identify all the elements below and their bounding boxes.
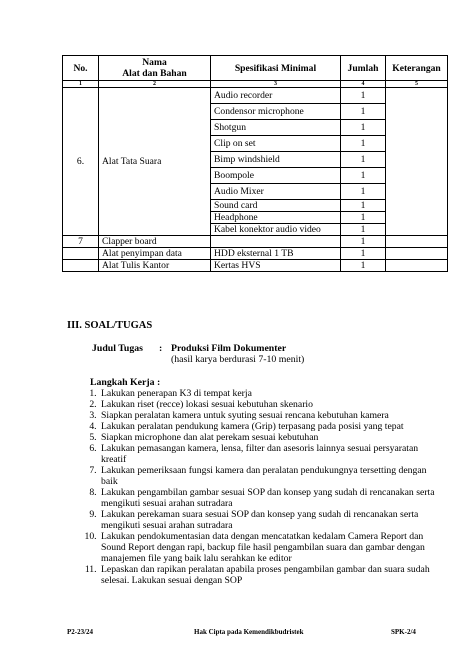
item-spec: Clip on set [211,136,341,152]
item-keterangan [386,88,448,236]
list-item: 4. Lakukan peralatan pendukung kamera (Grip) terpasang pada posisi yang tepat [99,421,445,432]
list-item: 10. Lakukan pendokumentasian data dengan mencatatkan kedalam Camera Report dan Sound Report dengan rapi, backup file hasil pengambilan suara dan gambar dengan manajemen file yang baik lalu serahkan ke editor [99,531,445,564]
langkah-kerja-title: Langkah Kerja : [90,377,161,388]
item-spec: HDD eksternal 1 TB [211,248,341,260]
table-row [63,248,448,260]
header-no: No. [63,56,99,81]
item-qty: 1 [341,152,386,168]
item-qty: 1 [341,260,386,272]
item-spec: Bimp windshield [211,152,341,168]
section-title: III. SOAL/TUGAS [67,320,153,331]
col-number: 2 [99,81,211,88]
item-qty: 1 [341,236,386,248]
header-keterangan: Keterangan [386,56,448,81]
item-spec [211,236,341,248]
item-qty: 1 [341,224,386,236]
header-nama-line2: Alat dan Bahan [122,68,187,79]
row-number: 7 [63,236,99,248]
list-item: 9. Lakukan perekaman suara sesuai SOP dan konsep yang sudah di rencanakan serta mengikuti sesuai arahan sutradara [99,509,445,531]
list-item: 5. Siapkan microphone dan alat perekam sesuai kebutuhan [99,432,445,443]
item-spec: Kabel konektor audio video [211,224,341,236]
table-header-row [63,56,448,81]
table-row [63,88,448,104]
col-number: 3 [211,81,341,88]
item-keterangan [386,248,448,260]
list-item: 6. Lakukan pemasangan kamera, lensa, filter dan asesoris lainnya sesuai persyaratan kreatif [99,443,445,465]
steps-list [84,388,445,586]
col-number: 4 [341,81,386,88]
list-item: 8. Lakukan pengambilan gambar sesuai SOP dan konsep yang sudah di rencanakan serta mengikuti sesuai arahan sutradara [99,487,445,509]
row-number [63,248,99,260]
list-item: 7. Lakukan pemeriksaan fungsi kamera dan peralatan pendukungnya tersetting dengan baik [99,465,445,487]
col-number: 1 [63,81,99,88]
item-spec: Condensor microphone [211,104,341,120]
list-item: 2. Lakukan riset (recce) lokasi sesuai kebutuhan skenario [99,399,445,410]
item-spec: Headphone [211,212,341,224]
header-nama-line1: Nama [142,57,167,68]
item-qty: 1 [341,212,386,224]
item-name: Alat Tulis Kantor [99,260,211,272]
item-name: Alat Tata Suara [99,88,211,236]
item-spec: Audio Mixer [211,184,341,200]
table-row [63,236,448,248]
item-keterangan [386,236,448,248]
item-spec: Boompole [211,168,341,184]
item-qty: 1 [341,248,386,260]
col-number: 5 [386,81,448,88]
header-jumlah: Jumlah [341,56,386,81]
list-item: 11. Lepaskan dan rapikan peralatan apabila proses pengambilan gambar dan suara sudah selesai. Lakukan sesuai dengan SOP [99,564,445,586]
row-number: 6. [63,88,99,236]
item-qty: 1 [341,184,386,200]
header-nama [99,56,211,81]
item-name: Clapper board [99,236,211,248]
column-number-row [63,81,448,88]
equipment-table [62,55,448,272]
item-qty: 1 [341,104,386,120]
item-spec: Sound card [211,200,341,212]
footer-doc-code: SPK-2/4 [391,628,416,636]
footer-page-code: P2-23/24 [67,628,94,636]
judul-tugas-colon: : [159,343,163,354]
item-qty: 1 [341,168,386,184]
table-row [63,260,448,272]
footer-copyright: Hak Cipta pada Kemendikbudristek [194,628,304,636]
item-keterangan [386,260,448,272]
item-qty: 1 [341,200,386,212]
item-spec: Audio recorder [211,88,341,104]
item-qty: 1 [341,136,386,152]
list-item: 3. Siapkan peralatan kamera untuk syuting sesuai rencana kebutuhan kamera [99,410,445,421]
item-name: Alat penyimpan data [99,248,211,260]
header-spec: Spesifikasi Minimal [211,56,341,81]
item-spec: Kertas HVS [211,260,341,272]
judul-tugas-label: Judul Tugas [92,343,143,354]
list-item: 1. Lakukan penerapan K3 di tempat kerja [99,388,445,399]
row-number [63,260,99,272]
item-qty: 1 [341,120,386,136]
judul-tugas-value: Produksi Film Dokumenter [171,343,287,354]
item-spec: Shotgun [211,120,341,136]
judul-tugas-subtitle: (hasil karya berdurasi 7-10 menit) [171,354,305,365]
item-qty: 1 [341,88,386,104]
